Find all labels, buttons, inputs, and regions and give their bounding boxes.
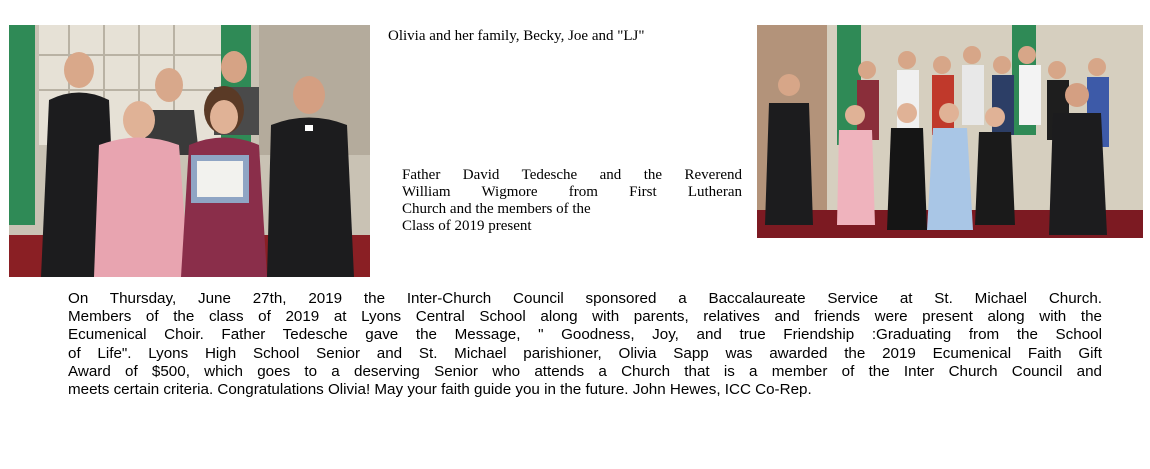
class-caption-line: Father David Tedesche and the Reverend <box>402 167 742 183</box>
article-line: On Thursday, June 27th, 2019 the Inter-Church Council sponsored a Baccalaureate Service at St. Michael Church. <box>68 290 1102 307</box>
article-line: Ecumenical Choir. Father Tedesche gave the Message, " Goodness, Joy, and true Friendship :Graduating from the School <box>68 326 1102 344</box>
class-caption-line: Church and the members of the <box>402 201 591 217</box>
article-line: of Life". Lyons High School Senior and St. Michael parishioner, Olivia Sapp was awarded the 2019 Ecumenical Faith Gift <box>68 344 1102 362</box>
class-caption-line: Class of 2019 present <box>402 218 532 234</box>
group-photo-icon <box>757 25 1143 238</box>
class-caption <box>402 167 742 235</box>
family-photo <box>9 25 370 277</box>
family-caption: Olivia and her family, Becky, Joe and "LJ" <box>388 28 645 44</box>
article-body <box>68 290 1102 399</box>
article-line: Award of $500, which goes to a deserving Senior who attends a Church that is a member of the Inter Church Council and <box>68 362 1102 380</box>
article-line: meets certain criteria. Congratulations Olivia! May your faith guide you in the future. John Hewes, ICC Co-Rep. <box>68 381 812 399</box>
class-group-photo <box>757 25 1143 238</box>
article-line: Members of the class of 2019 at Lyons Central School along with parents, relatives and friends were present along with the <box>68 308 1102 326</box>
family-photo-icon <box>9 25 370 277</box>
class-caption-line: William Wigmore from First Lutheran <box>402 184 742 200</box>
